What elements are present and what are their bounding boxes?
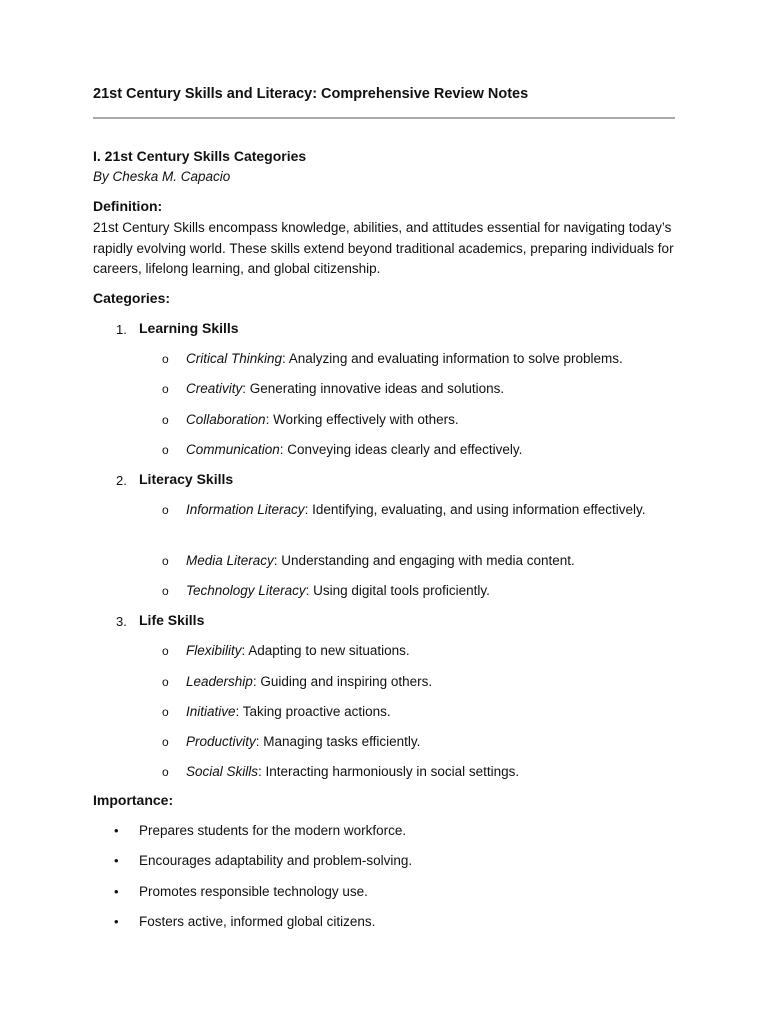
- sub-bullet-icon: o: [162, 503, 169, 517]
- skill-desc: : Adapting to new situations.: [241, 643, 410, 658]
- section-heading: I. 21st Century Skills Categories: [93, 148, 307, 164]
- skill-term: Creativity: [186, 381, 243, 396]
- document-title: 21st Century Skills and Literacy: Comprehensive Review Notes: [93, 86, 529, 102]
- skill-item: [186, 581, 656, 602]
- sub-bullet-icon: o: [162, 443, 169, 457]
- sub-bullet-icon: o: [162, 735, 169, 749]
- category-name: Literacy Skills: [139, 471, 234, 487]
- skill-desc: : Interacting harmoniously in social settings.: [258, 764, 520, 779]
- skill-term: Media Literacy: [186, 553, 274, 568]
- sub-bullet-icon: o: [162, 705, 169, 719]
- skill-term: Critical Thinking: [186, 351, 283, 366]
- sub-bullet-icon: o: [162, 413, 169, 427]
- skill-item: [186, 641, 656, 662]
- definition-text: 21st Century Skills encompass knowledge, abilities, and attitudes essential for navigating today’s rapidly evolving world. These skills extend beyond traditional academics, preparing individuals for careers, lifelong learning, and global citizenship.: [93, 220, 674, 276]
- skill-desc: : Understanding and engaging with media content.: [273, 553, 575, 568]
- skill-item: [186, 551, 656, 572]
- skill-desc: : Using digital tools proficiently.: [305, 583, 490, 598]
- definition-label: Definition:: [93, 198, 163, 214]
- author-byline: By Cheska M. Capacio: [93, 169, 231, 184]
- skill-term: Information Literacy: [186, 502, 305, 517]
- importance-item: Encourages adaptability and problem-solving.: [139, 853, 413, 868]
- skill-term: Communication: [186, 442, 280, 457]
- skill-desc: : Conveying ideas clearly and effectively.: [279, 442, 523, 457]
- bullet-icon: •: [114, 884, 119, 899]
- skill-desc: : Guiding and inspiring others.: [252, 674, 433, 689]
- category-name: Learning Skills: [139, 320, 239, 336]
- bullet-icon: •: [114, 914, 119, 929]
- importance-item: Fosters active, informed global citizens.: [139, 914, 376, 929]
- skill-term: Productivity: [186, 734, 256, 749]
- skill-item: [186, 379, 656, 400]
- skill-term: Social Skills: [186, 764, 259, 779]
- skill-term: Initiative: [186, 704, 236, 719]
- category-name: Life Skills: [139, 612, 205, 628]
- skill-desc: : Generating innovative ideas and solutions.: [242, 381, 505, 396]
- category-number: 3.: [116, 614, 127, 629]
- sub-bullet-icon: o: [162, 382, 169, 396]
- skill-item: [186, 672, 656, 693]
- sub-bullet-icon: o: [162, 675, 169, 689]
- bullet-icon: •: [114, 853, 119, 868]
- skill-item: [186, 762, 656, 783]
- sub-bullet-icon: o: [162, 352, 169, 366]
- categories-label: Categories:: [93, 290, 171, 306]
- importance-label: Importance:: [93, 792, 174, 808]
- skill-desc: : Managing tasks efficiently.: [255, 734, 421, 749]
- sub-bullet-icon: o: [162, 765, 169, 779]
- importance-item: Prepares students for the modern workforce.: [139, 823, 407, 838]
- skill-item: [186, 500, 656, 521]
- skill-term: Leadership: [186, 674, 253, 689]
- bullet-icon: •: [114, 823, 119, 838]
- skill-desc: : Working effectively with others.: [265, 412, 459, 427]
- skill-term: Flexibility: [186, 643, 242, 658]
- skill-item: [186, 349, 656, 370]
- skill-term: Technology Literacy: [186, 583, 306, 598]
- skill-desc: : Analyzing and evaluating information to solve problems.: [282, 351, 623, 366]
- category-number: 2.: [116, 473, 127, 488]
- sub-bullet-icon: o: [162, 554, 169, 568]
- skill-item: [186, 410, 656, 431]
- skill-term: Collaboration: [186, 412, 266, 427]
- title-divider: [93, 117, 675, 119]
- skill-item: [186, 440, 656, 461]
- category-number: 1.: [116, 322, 127, 337]
- skill-desc: : Taking proactive actions.: [235, 704, 391, 719]
- skill-desc: : Identifying, evaluating, and using information effectively.: [304, 502, 646, 517]
- importance-item: Promotes responsible technology use.: [139, 884, 368, 899]
- skill-item: [186, 702, 656, 723]
- sub-bullet-icon: o: [162, 584, 169, 598]
- skill-item: [186, 732, 656, 753]
- sub-bullet-icon: o: [162, 644, 169, 658]
